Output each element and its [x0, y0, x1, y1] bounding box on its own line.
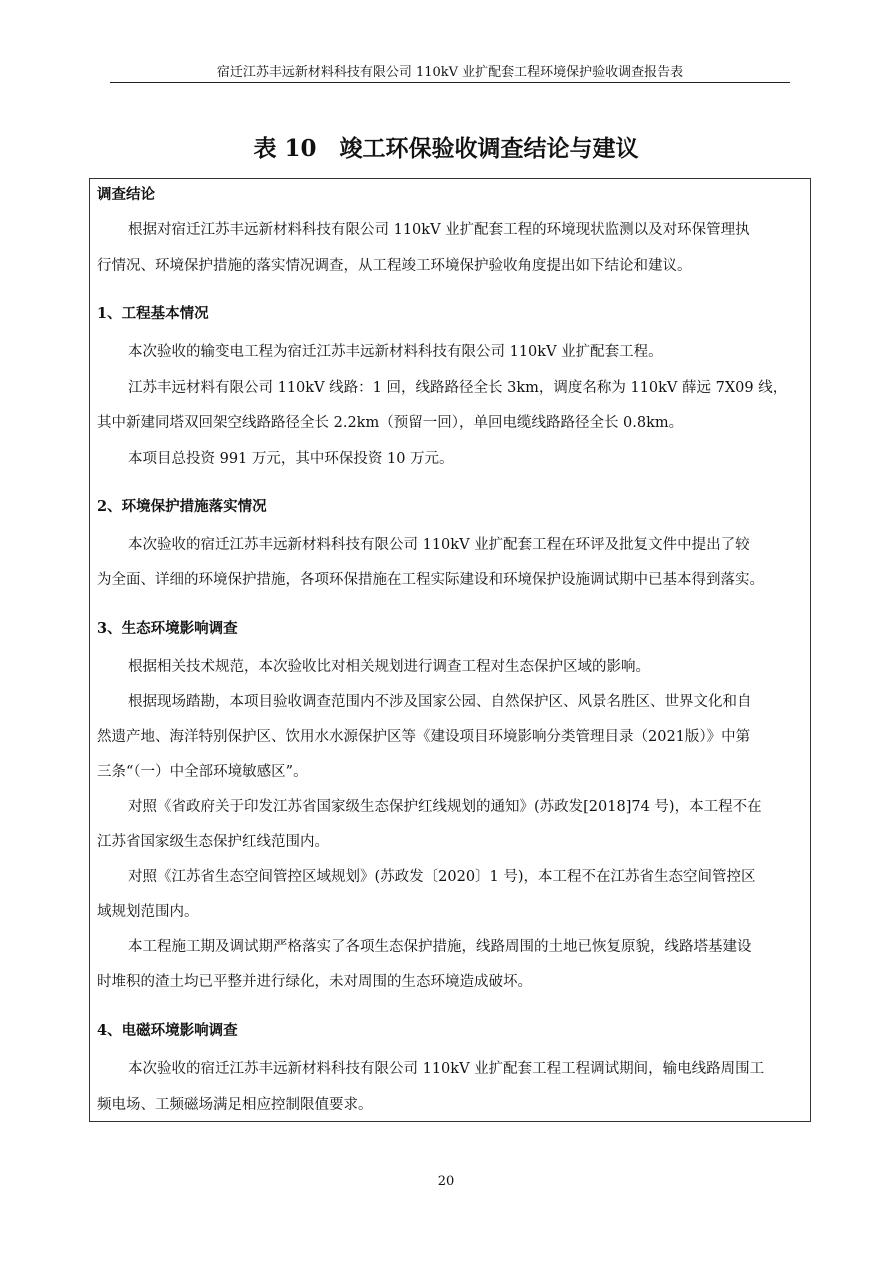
section-1-line-4: 本项目总投资 991 万元，其中环保投资 10 万元。: [128, 451, 454, 467]
section-1-line-3: 其中新建同塔双回架空线路路径全长 2.2km（预留一回），单回电缆线路路径全长 0.8km。: [97, 415, 684, 431]
section-3-line-3: 然遗产地、海洋特别保护区、饮用水水源保护区等《建设项目环境影响分类管理目录（2021版）》中第: [97, 729, 751, 745]
page-title: 表 10 竣工环保验收调查结论与建议: [253, 135, 639, 162]
section-3-line-1: 根据相关技术规范，本次验收比对相关规划进行调查工程对生态保护区域的影响。: [128, 659, 650, 675]
page-number: 20: [437, 1174, 455, 1189]
section-3-line-5: 对照《省政府关于印发江苏省国家级生态保护红线规划的通知》(苏政发[2018]74 号)，本工程不在: [128, 799, 762, 815]
running-header: 宿迁江苏丰远新材料科技有限公司 110kV 业扩配套工程环境保护验收调查报告表: [216, 65, 684, 80]
section-4-heading: 4、电磁环境影响调查: [97, 1022, 238, 1039]
section-3-line-10: 时堆积的渣土均已平整并进行绿化，未对周围的生态环境造成破坏。: [97, 974, 532, 990]
intro-line-1: 根据对宿迁江苏丰远新材料科技有限公司 110kV 业扩配套工程的环境现状监测以及对环保管理执: [128, 222, 750, 238]
section-3-line-9: 本工程施工期及调试期严格落实了各项生态保护措施，线路周围的土地已恢复原貌，线路塔基建设: [128, 939, 752, 955]
section-2-line-1: 本次验收的宿迁江苏丰远新材料科技有限公司 110kV 业扩配套工程在环评及批复文件中提出了较: [128, 537, 750, 553]
section-label: 调查结论: [97, 186, 155, 203]
section-2-line-2: 为全面、详细的环境保护措施，各项环保措施在工程实际建设和环境保护设施调试期中已基本得到落实。: [97, 572, 764, 588]
section-3-line-7: 对照《江苏省生态空间管控区域规划》(苏政发〔2020〕1 号)，本工程不在江苏省生态空间管控区: [128, 869, 756, 885]
section-1-line-1: 本次验收的输变电工程为宿迁江苏丰远新材料科技有限公司 110kV 业扩配套工程。: [128, 344, 663, 360]
section-4-line-1: 本次验收的宿迁江苏丰远新材料科技有限公司 110kV 业扩配套工程工程调试期间，输电线路周围工: [128, 1061, 765, 1077]
section-4-line-2: 频电场、工频磁场满足相应控制限值要求。: [97, 1097, 373, 1113]
section-1-line-2: 江苏丰远材料有限公司 110kV 线路：1 回，线路路径全长 3km，调度名称为 110kV 薛远 7X09 线，: [128, 380, 788, 396]
section-3-heading: 3、生态环境影响调查: [97, 620, 238, 637]
header-rule: [110, 82, 790, 83]
section-3-line-2: 根据现场踏勘，本项目验收调查范围内不涉及国家公园、自然保护区、风景名胜区、世界文化和自: [128, 694, 752, 710]
section-2-heading: 2、环境保护措施落实情况: [97, 498, 267, 515]
section-1-heading: 1、工程基本情况: [97, 305, 209, 322]
intro-line-2: 行情况、环境保护措施的落实情况调查，从工程竣工环境保护验收角度提出如下结论和建议。: [97, 258, 692, 274]
section-3-line-8: 域规划范围内。: [97, 904, 199, 920]
section-3-line-4: 三条“（一）中全部环境敏感区”。: [97, 764, 308, 780]
section-3-line-6: 江苏省国家级生态保护红线范围内。: [97, 834, 329, 850]
